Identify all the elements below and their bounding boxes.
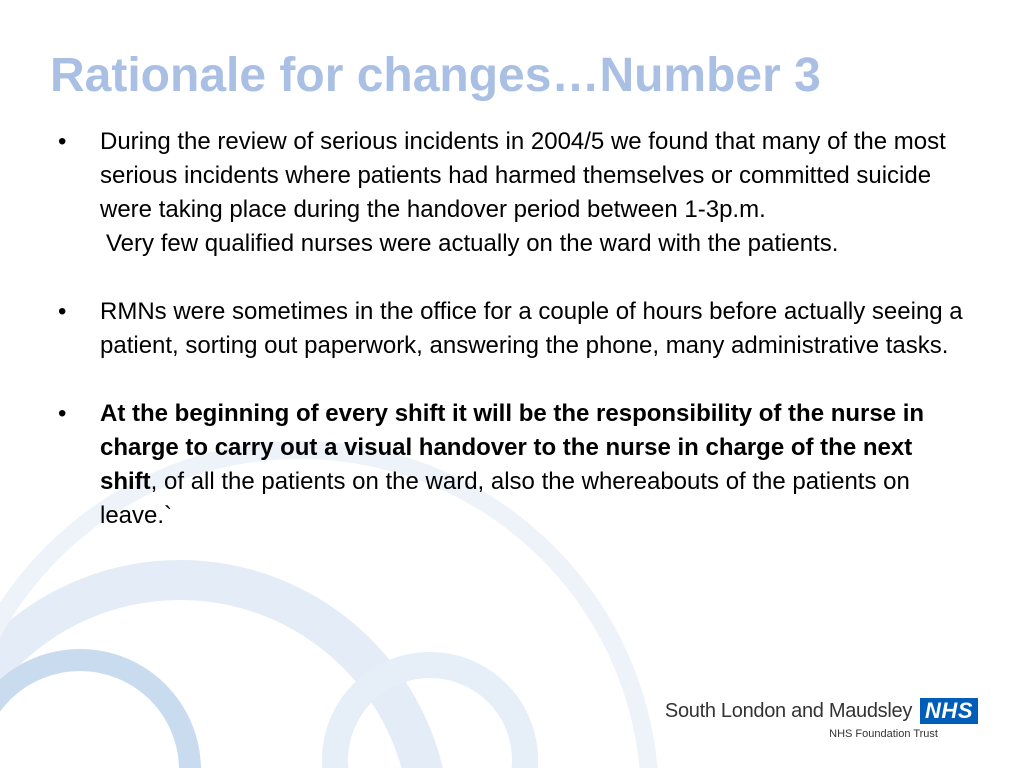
bullet-text-continuation: Very few qualified nurses were actually on the ward with the patients. xyxy=(106,230,839,257)
bullet-mark: • xyxy=(58,128,67,155)
bullet-text: RMNs were sometimes in the office for a couple of hours before actually seeing a patient, sorting out paperwork, answering the phone, many administrative tasks. xyxy=(100,298,963,359)
slide-title: Rationale for changes…Number 3 xyxy=(50,49,821,102)
bullet-mark: • xyxy=(58,400,67,427)
bullet-text: During the review of serious incidents in 2004/5 we found that many of the most serious incidents where patients had harmed themselves or committed suicide were taking place during the handover period between 1-3p.m. xyxy=(100,128,946,223)
bullet-mark: • xyxy=(58,298,67,325)
nhs-logo-mark: NHS xyxy=(920,698,978,724)
bullet-item-rmn-office xyxy=(0,295,970,363)
bullet-bold-text: At the beginning of every shift it will be the responsibility of the nurse in charge to carry out a visual handover to the nurse in charge of the next shift xyxy=(100,400,925,495)
bullet-normal-text: , of all the patients on the ward, also the whereabouts of the patients on leave.` xyxy=(100,468,910,529)
logo-org-name: South London and Maudsley xyxy=(664,699,913,722)
logo-subtitle: NHS Foundation Trust xyxy=(829,728,938,740)
bullet-item-visual-handover xyxy=(0,397,970,533)
arc-medium xyxy=(0,660,190,768)
bullet-text xyxy=(100,397,970,533)
bullet-list xyxy=(0,125,1024,567)
trust-logo xyxy=(665,698,978,740)
bullet-item-handover-incidents xyxy=(0,125,970,261)
